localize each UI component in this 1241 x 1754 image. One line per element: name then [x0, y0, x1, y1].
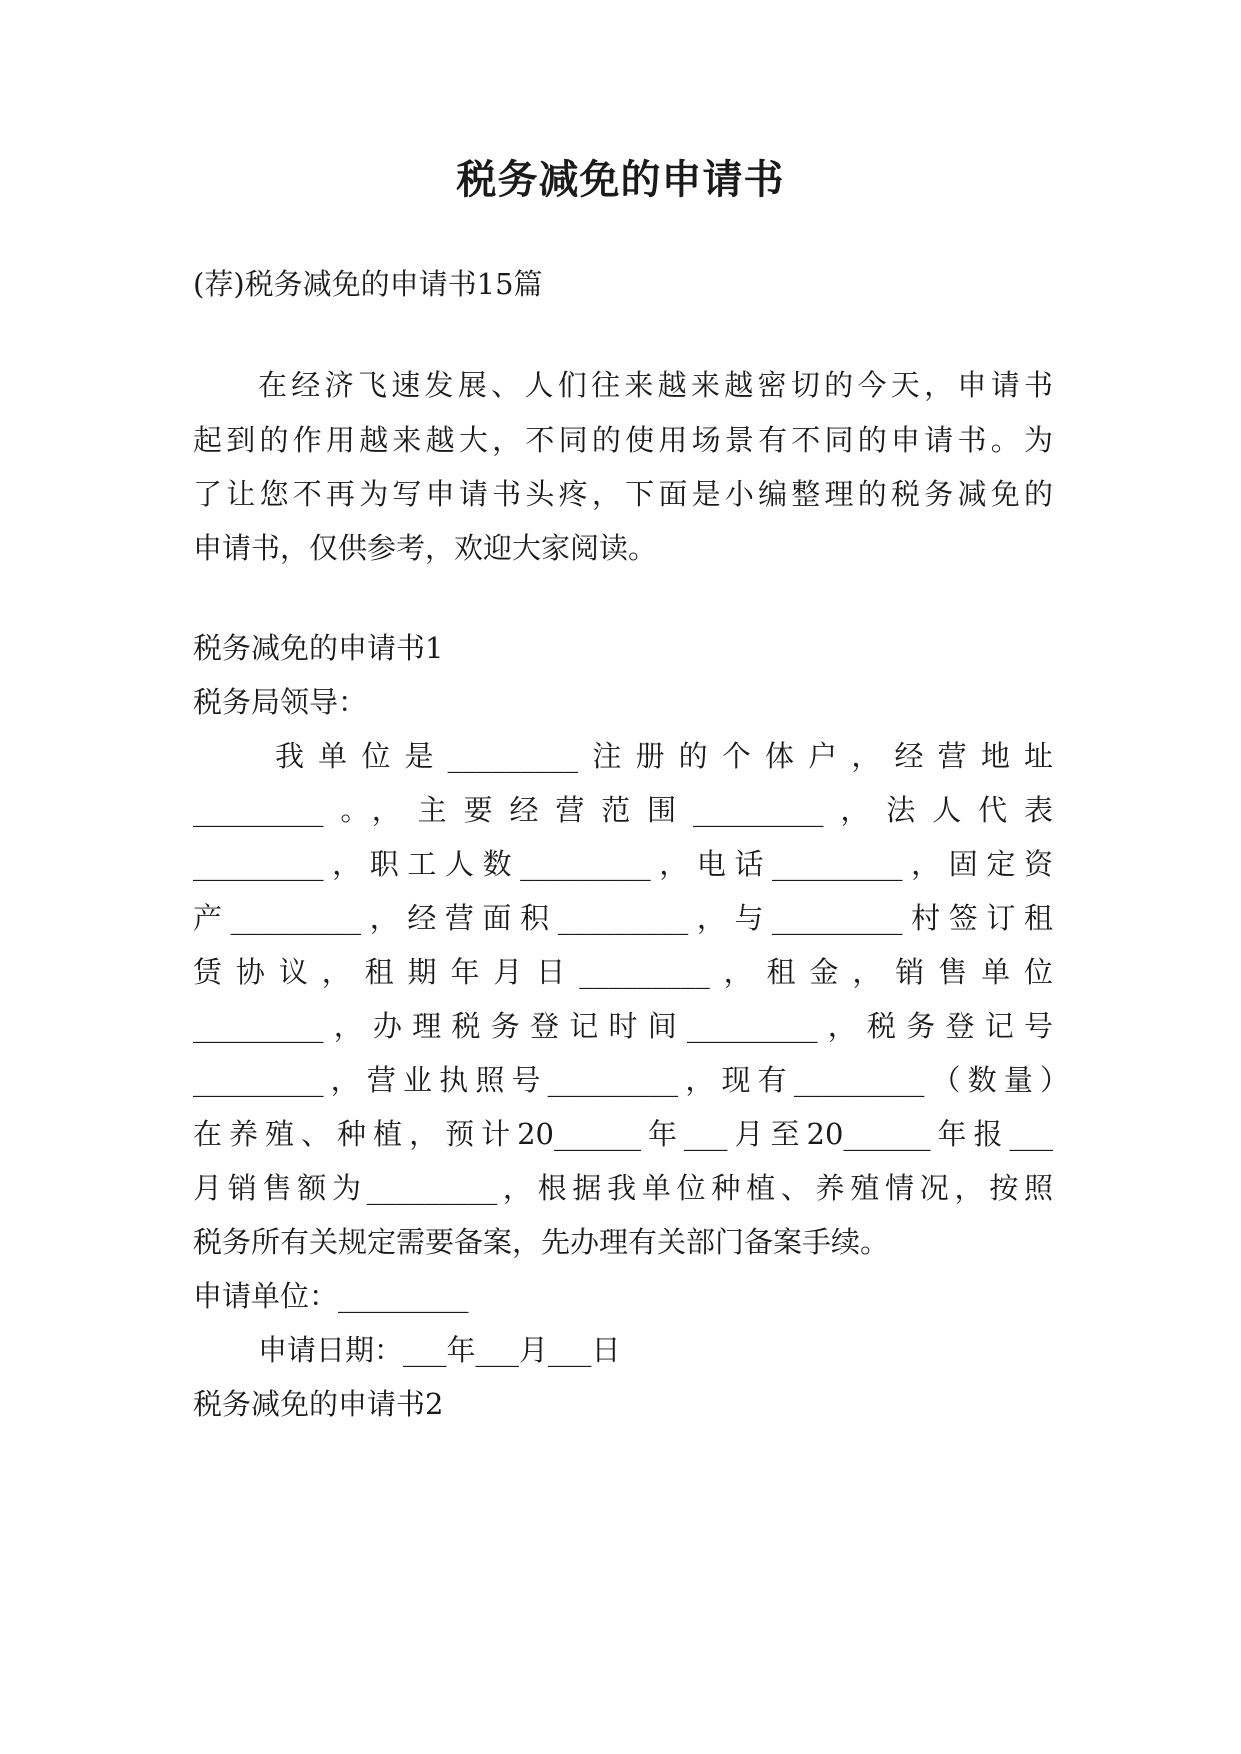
body-line: _________，职工人数_________，电话_________，固定资 [193, 847, 1053, 881]
body-line: 税务所有关规定需要备案，先办理有关部门备案手续。 [193, 1225, 890, 1259]
body-line: 在养殖、种植，预计20______年___月至20______年报___ [193, 1117, 1053, 1151]
body-line: 产_________，经营面积_________，与_________村签订租 [193, 901, 1053, 935]
body-line: 我单位是_________注册的个体户，经营地址 [275, 739, 1053, 773]
body-line: 月销售额为_________，根据我单位种植、养殖情况，按照 [193, 1171, 1053, 1205]
intro-line: 起到的作用越来越大，不同的使用场景有不同的申请书。为 [193, 423, 1053, 457]
body-line: _________，办理税务登记时间_________，税务登记号 [193, 1009, 1053, 1043]
intro-line: 在经济飞速发展、人们往来越来越密切的今天，申请书 [258, 368, 1053, 402]
section-heading-1: 税务减免的申请书1 [193, 631, 444, 665]
intro-line: 了让您不再为写申请书头疼，下面是小编整理的税务减免的 [193, 477, 1053, 511]
document-subtitle: (荐)税务减免的申请书15篇 [193, 267, 543, 301]
section-heading-2: 税务减免的申请书2 [193, 1387, 444, 1421]
body-line: 赁协议，租期年月日_________，租金，销售单位 [193, 955, 1053, 989]
salutation: 税务局领导： [193, 685, 368, 719]
apply-date-line: 申请日期：___年___月___日 [258, 1333, 621, 1367]
body-line: _________。，主要经营范围_________，法人代表 [193, 793, 1053, 827]
intro-line: 申请书，仅供参考，欢迎大家阅读。 [193, 531, 658, 565]
applicant-line: 申请单位：_________ [193, 1279, 469, 1313]
body-line: _________，营业执照号_________，现有_________（数量） [193, 1063, 1069, 1097]
document-title: 税务减免的申请书 [456, 156, 785, 203]
